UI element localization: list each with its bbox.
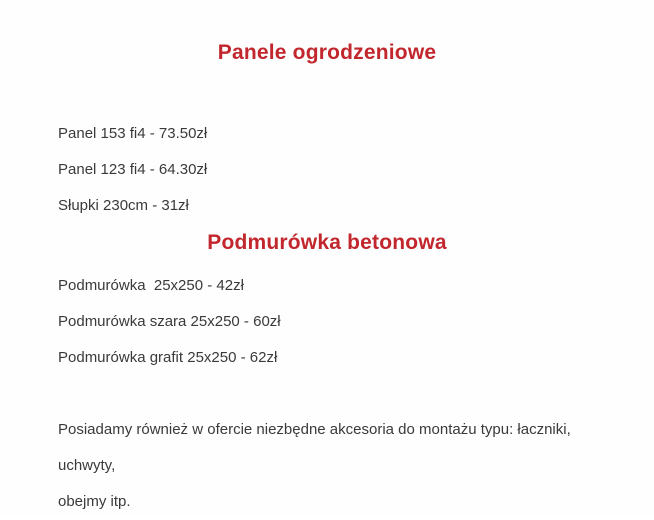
accessories-note [58, 412, 624, 520]
accessories-note-line-1: Posiadamy również w ofercie niezbędne akcesoria do montażu typu: łaczniki, uchwyty, [58, 421, 575, 474]
price-list-podmurowka [58, 268, 624, 376]
price-line-podmurowka-grafit: Podmurówka grafit 25x250 - 62zł [58, 349, 278, 366]
section-heading-panele-ogrodzeniowe: Panele ogrodzeniowe [217, 41, 437, 64]
price-line-podmurowka-szara: Podmurówka szara 25x250 - 60zł [58, 313, 281, 330]
price-line-podmurowka: Podmurówka 25x250 - 42zł [58, 277, 244, 294]
price-line-panel-123: Panel 123 fi4 - 64.30zł [58, 161, 208, 178]
price-line-slupki: Słupki 230cm - 31zł [58, 197, 189, 214]
section-heading-podmurowka-betonowa: Podmurówka betonowa [207, 231, 447, 254]
price-list-panele [58, 116, 624, 224]
price-line-panel-153: Panel 153 fi4 - 73.50zł [58, 125, 208, 142]
accessories-note-line-2: obejmy itp. [58, 493, 131, 510]
